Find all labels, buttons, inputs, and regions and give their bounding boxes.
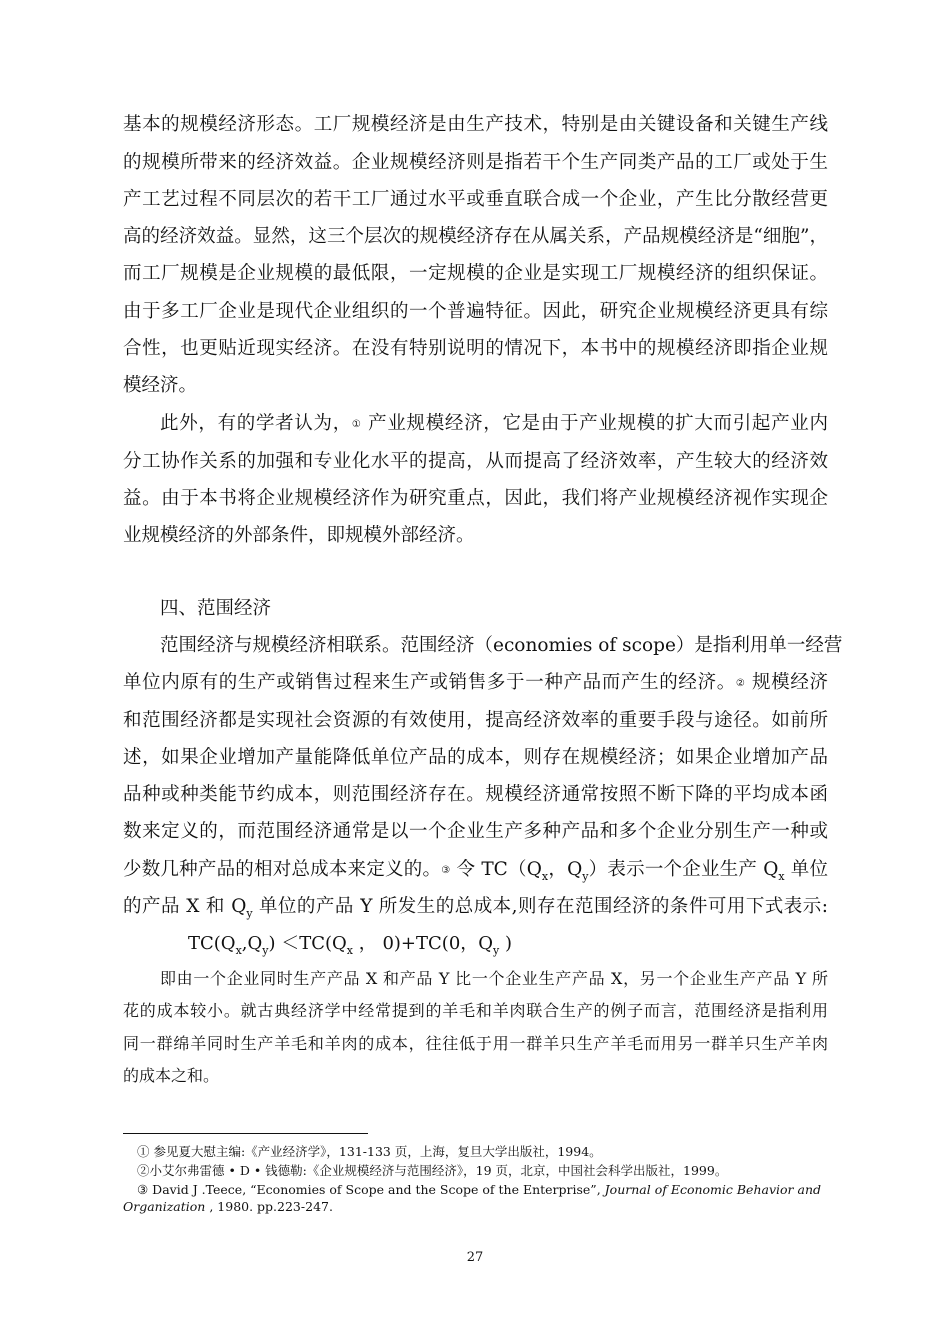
journal-title: Journal of Economic Behavior and: [604, 1182, 821, 1197]
subscript: x: [235, 944, 242, 957]
footnote-divider: [123, 1133, 368, 1134]
text-run: ,Q: [241, 933, 263, 954]
text-line: [160, 411, 828, 438]
text-line: [123, 894, 828, 920]
text-run: ③ David J .Teece, “Economies of Scope and the Scope of the Enterprise”,: [137, 1182, 605, 1197]
text-line: 由于多工厂企业是现代企业组织的一个普遍特征。因此，研究企业规模经济更具有综: [123, 301, 828, 322]
journal-title: Organization: [123, 1199, 206, 1214]
text-run: ) ＜TC(Q: [268, 933, 347, 954]
text-run: TC(Q: [188, 933, 236, 954]
text-run: ): [499, 933, 512, 954]
text-run: 单位内原有的生产或销售过程来生产或销售多于一种产品而产生的经济。: [123, 672, 736, 693]
subscript: y: [262, 944, 269, 957]
text-run: ， 0)+TC(0，Q: [353, 933, 494, 954]
text-line: 模经济。: [123, 375, 198, 396]
footnote-3-continued: [123, 1198, 828, 1215]
subscript: x: [541, 870, 549, 883]
text-run: 少数几种产品的相对总成本来定义的。: [123, 859, 442, 880]
text-run: 产业规模经济，它是由于产业规模的扩大而引起产业内: [361, 413, 828, 434]
text-run: 令 TC（Q: [450, 859, 542, 880]
text-line: 述，如果企业增加产量能降低单位产品的成本，则存在规模经济；如果企业增加产品: [123, 747, 828, 768]
subscript: y: [493, 944, 500, 957]
footnote-1: ① 参见夏大慰主编:《产业经济学》，131-133 页，上海，复旦大学出版社，1994。: [137, 1144, 602, 1159]
text-line: 业规模经济的外部条件，即规模外部经济。: [123, 525, 475, 546]
text-line: 即由一个企业同时生产产品 X 和产品 Y 比一个企业生产产品 X，另一个企业生产产品 Y 所: [160, 969, 828, 988]
text-line: 和范围经济都是实现社会资源的有效使用，提高经济效率的重要手段与途径。如前所: [123, 710, 828, 731]
subscript: x: [346, 944, 354, 957]
subscript: y: [246, 907, 253, 920]
text-line: 数来定义的，而范围经济通常是以一个企业生产多种产品和多个企业分别生产一种或: [123, 821, 828, 842]
page-number: 27: [466, 1250, 484, 1265]
text-run: ）表示一个企业生产 Q: [588, 859, 779, 880]
text-line: 花的成本较小。就古典经济学中经常提到的羊毛和羊肉联合生产的例子而言，范围经济是指利用: [123, 1001, 828, 1020]
text-line: 合性，也更贴近现实经济。在没有特别说明的情况下，本书中的规模经济即指企业规: [123, 338, 828, 359]
formula: [188, 931, 512, 957]
text-run: 单位: [784, 859, 828, 880]
text-line: 而工厂规模是企业规模的最低限，一定规模的企业是实现工厂规模经济的组织保证。: [123, 263, 828, 284]
text-run: 此外，有的学者认为，: [160, 413, 352, 434]
text-run: ，Q: [548, 859, 583, 880]
subscript: y: [582, 870, 589, 883]
text-line: 的成本之和。: [123, 1066, 220, 1085]
text-line: [123, 857, 828, 884]
text-line: 益。由于本书将企业规模经济作为研究重点，因此，我们将产业规模经济视作实现企: [123, 488, 828, 509]
text-line: 产工艺过程不同层次的若干工厂通过水平或垂直联合成一个企业，产生比分散经营更: [123, 189, 828, 210]
text-line: 品种或种类能节约成本，则范围经济存在。规模经济通常按照不断下降的平均成本函: [123, 784, 828, 805]
text-run: 的产品 X 和 Q: [123, 896, 247, 917]
text-run: , 1980. pp.223-247.: [205, 1199, 333, 1214]
text-line: 高的经济效益。显然，这三个层次的规模经济存在从属关系，产品规模经济是“细胞”，: [123, 226, 828, 247]
text-run: 规模经济: [745, 672, 828, 693]
footnote-2: ②小艾尔弗雷德 • D • 钱德勒:《企业规模经济与范围经济》，19 页，北京，中国社会科学出版社，1999。: [137, 1163, 728, 1178]
text-line: 分工协作关系的加强和专业化水平的提高，从而提高了经济效率，产生较大的经济效: [123, 451, 828, 472]
text-run: 单位的产品 Y 所发生的总成本,则存在范围经济的条件可用下式表示:: [252, 896, 828, 917]
footnote-marker: ①: [351, 419, 362, 430]
text-line: 基本的规模经济形态。工厂规模经济是由生产技术，特别是由关键设备和关键生产线: [123, 114, 828, 135]
section-heading: 四、范围经济: [160, 598, 272, 619]
text-line: 同一群绵羊同时生产羊毛和羊肉的成本，往往低于用一群羊只生产羊毛而用另一群羊只生产羊肉: [123, 1034, 828, 1053]
subscript: x: [778, 870, 785, 883]
footnote-3: [137, 1181, 842, 1198]
footnote-marker: ②: [735, 678, 746, 689]
text-line: [123, 670, 828, 697]
footnote-marker: ③: [441, 865, 451, 876]
text-line: 的规模所带来的经济效益。企业规模经济则是指若干个生产同类产品的工厂或处于生: [123, 152, 828, 173]
text-line: 范围经济与规模经济相联系。范围经济（economies of scope）是指利用单一经营: [160, 635, 843, 656]
